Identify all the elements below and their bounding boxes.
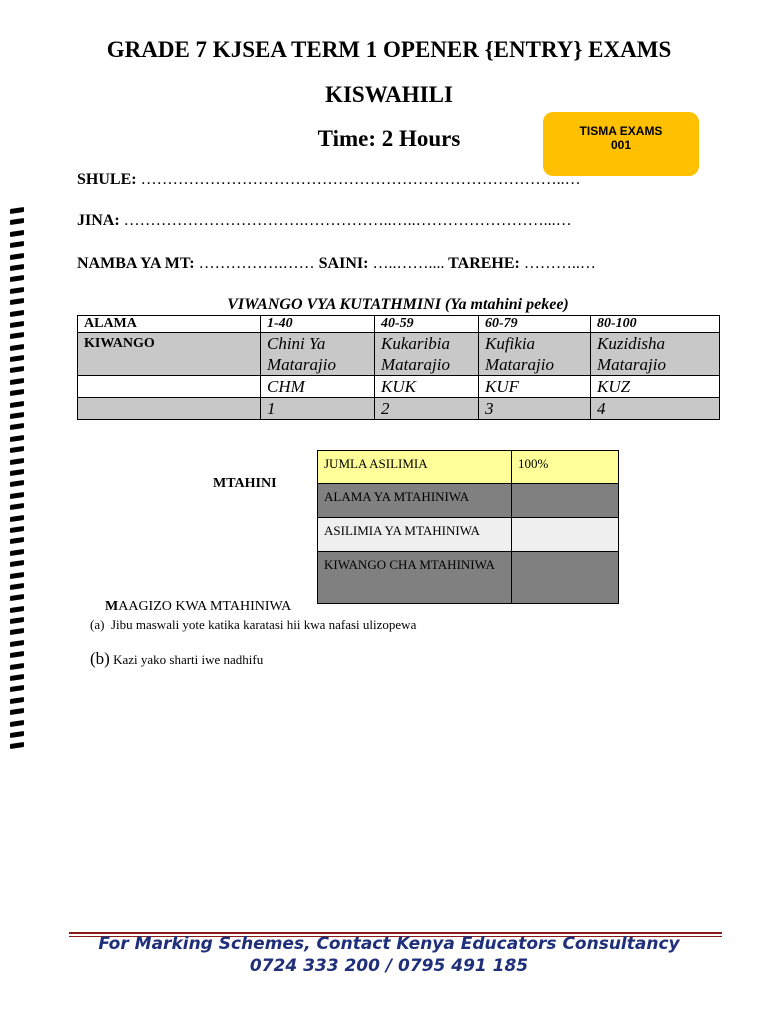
score-value xyxy=(512,484,619,518)
empty-cell xyxy=(78,376,261,398)
examiner-label: MTAHINI xyxy=(213,476,277,491)
score-label: ASILIMIA YA MTAHINIWA xyxy=(318,518,512,552)
range-cell: 80-100 xyxy=(591,316,720,333)
spiral-ring xyxy=(10,253,24,260)
grading-number-row xyxy=(78,398,720,420)
spiral-ring xyxy=(10,560,24,567)
instructions-heading xyxy=(105,599,291,615)
grading-code-row xyxy=(78,376,720,398)
spiral-ring xyxy=(10,355,24,362)
badge-number: 001 xyxy=(610,138,632,152)
spiral-ring xyxy=(10,742,24,749)
level-cell: Chini Ya Matarajio xyxy=(261,333,375,376)
grading-table xyxy=(77,315,720,420)
spiral-ring xyxy=(10,594,24,601)
footer-contact: For Marking Schemes, Contact Kenya Educators Consultancy xyxy=(98,934,680,954)
spiral-ring xyxy=(10,583,24,590)
score-value: 100% xyxy=(512,451,619,484)
level-cell: Kuzidisha Matarajio xyxy=(591,333,720,376)
school-label: SHULE: xyxy=(77,171,137,188)
spiral-ring xyxy=(10,469,24,476)
spiral-ring xyxy=(10,310,24,317)
spiral-ring xyxy=(10,526,24,533)
name-blank: …………………………….……………..…..……………………...… xyxy=(123,212,572,229)
instruction-a xyxy=(90,617,416,633)
spiral-ring xyxy=(10,685,24,692)
spiral-ring xyxy=(10,287,24,294)
spiral-ring xyxy=(10,389,24,396)
spiral-ring xyxy=(10,640,24,647)
spiral-ring xyxy=(10,515,24,522)
number-cell: 2 xyxy=(375,398,479,420)
subject-title: KISWAHILI xyxy=(325,82,453,107)
score-label: JUMLA ASILIMIA xyxy=(318,451,512,484)
spiral-ring xyxy=(10,458,24,465)
spiral-ring xyxy=(10,275,24,282)
score-row xyxy=(318,484,619,518)
instruction-b-marker: (b) xyxy=(90,649,110,668)
level-cell: Kukaribia Matarajio xyxy=(375,333,479,376)
spiral-ring xyxy=(10,412,24,419)
instructions-heading-text: AAGIZO KWA MTAHINIWA xyxy=(118,599,292,614)
alama-label: ALAMA xyxy=(78,316,261,333)
spiral-ring xyxy=(10,651,24,658)
spiral-ring xyxy=(10,321,24,328)
spiral-ring xyxy=(10,218,24,225)
score-row xyxy=(318,518,619,552)
spiral-ring xyxy=(10,401,24,408)
number-cell: 4 xyxy=(591,398,720,420)
score-value xyxy=(512,518,619,552)
details-field xyxy=(77,255,596,273)
name-label: JINA: xyxy=(77,212,120,229)
spiral-ring xyxy=(10,332,24,339)
number-cell: 1 xyxy=(261,398,375,420)
date-label: TAREHE: xyxy=(448,255,520,272)
instruction-b-text: Kazi yako sharti iwe nadhifu xyxy=(113,652,264,667)
badge-name: TISMA EXAMS xyxy=(579,124,663,138)
spiral-ring xyxy=(10,617,24,624)
spiral-ring xyxy=(10,606,24,613)
spiral-ring xyxy=(10,503,24,510)
grading-header-row xyxy=(78,316,720,333)
range-cell: 40-59 xyxy=(375,316,479,333)
signature-label: SAINI: xyxy=(318,255,369,272)
level-cell: Kufikia Matarajio xyxy=(479,333,591,376)
code-cell: CHM xyxy=(261,376,375,398)
index-label: NAMBA YA MT: xyxy=(77,255,195,272)
code-cell: KUZ xyxy=(591,376,720,398)
instruction-a-text: Jibu maswali yote katika karatasi hii kwa nafasi ulizopewa xyxy=(110,617,417,632)
spiral-ring xyxy=(10,663,24,670)
spiral-ring xyxy=(10,708,24,715)
range-cell: 60-79 xyxy=(479,316,591,333)
spiral-ring xyxy=(10,241,24,248)
code-cell: KUK xyxy=(375,376,479,398)
spiral-ring xyxy=(10,230,24,237)
spiral-ring xyxy=(10,344,24,351)
instruction-b xyxy=(90,649,263,669)
spiral-ring xyxy=(10,674,24,681)
spiral-ring xyxy=(10,549,24,556)
exam-time: Time: 2 Hours xyxy=(317,126,461,151)
grading-level-row xyxy=(78,333,720,376)
score-label: KIWANGO CHA MTAHINIWA xyxy=(318,552,512,604)
score-label: ALAMA YA MTAHINIWA xyxy=(318,484,512,518)
spiral-ring xyxy=(10,378,24,385)
school-field xyxy=(77,171,581,189)
publisher-badge xyxy=(543,112,699,176)
spiral-ring xyxy=(10,264,24,271)
spiral-binding xyxy=(10,208,26,755)
index-blank: …………….…… xyxy=(198,255,315,272)
spiral-ring xyxy=(10,537,24,544)
spiral-ring xyxy=(10,366,24,373)
spiral-ring xyxy=(10,435,24,442)
spiral-ring xyxy=(10,697,24,704)
score-row xyxy=(318,552,619,604)
spiral-ring xyxy=(10,446,24,453)
spiral-ring xyxy=(10,492,24,499)
spiral-ring xyxy=(10,480,24,487)
range-cell: 1-40 xyxy=(261,316,375,333)
signature-blank: …..…….... xyxy=(372,255,445,272)
spiral-ring xyxy=(10,572,24,579)
spiral-ring xyxy=(10,628,24,635)
kiwango-label: KIWANGO xyxy=(78,333,261,376)
date-blank: ………..… xyxy=(523,255,596,272)
code-cell: KUF xyxy=(479,376,591,398)
spiral-ring xyxy=(10,207,24,214)
spiral-ring xyxy=(10,423,24,430)
spiral-ring xyxy=(10,720,24,727)
score-table xyxy=(317,450,619,604)
empty-cell xyxy=(78,398,261,420)
name-field xyxy=(77,212,572,230)
score-value xyxy=(512,552,619,604)
grading-caption: VIWANGO VYA KUTATHMINI (Ya mtahini pekee) xyxy=(227,296,569,313)
number-cell: 3 xyxy=(479,398,591,420)
score-row xyxy=(318,451,619,484)
spiral-ring xyxy=(10,731,24,738)
school-blank: ……………………………………………………………………..… xyxy=(140,171,581,188)
instruction-a-marker: (a) xyxy=(90,617,105,632)
spiral-ring xyxy=(10,298,24,305)
footer-phones: 0724 333 200 / 0795 491 185 xyxy=(249,956,529,976)
exam-title: GRADE 7 KJSEA TERM 1 OPENER {ENTRY} EXAMS xyxy=(106,37,672,62)
instructions-heading-initial: M xyxy=(105,599,119,614)
